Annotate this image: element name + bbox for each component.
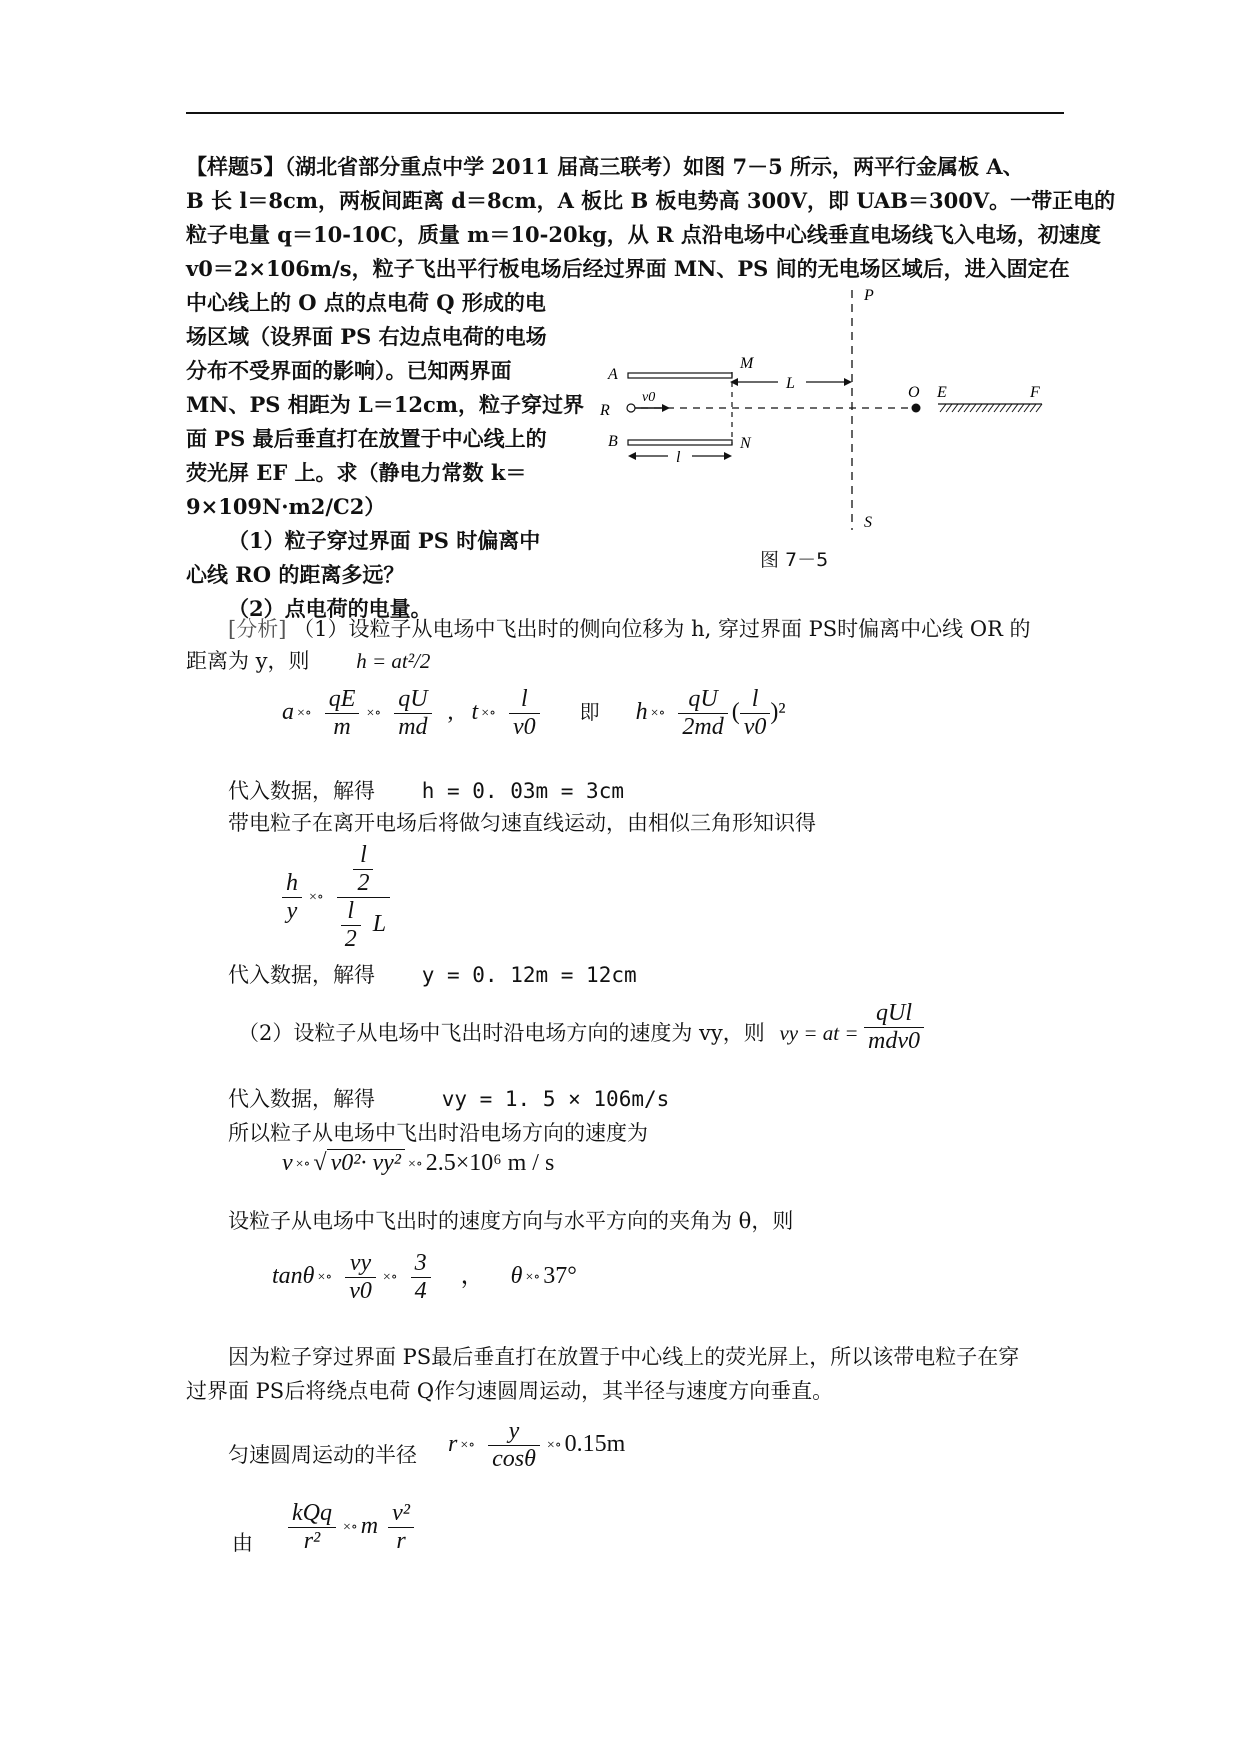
equation-5: tanθ ×∘ $\frac{vy}{v0}$ ×∘ $\frac{3}{4}$ ， θ ×∘ 37° [272,1250,577,1304]
velocity-text: 所以粒子从电场中飞出时沿电场方向的速度为 [228,1121,648,1145]
problem-source: （湖北省部分重点中学 2011 届高三联考） [284,154,684,179]
label-l-small: l [676,449,681,466]
label-b: B [608,433,618,450]
equation-4: v ×∘ √ v0²· vy² ×∘ 2.5×10⁶ m / s [282,1150,555,1176]
equation-3: $\frac{\text{qUl}}{\text{mdv0}}$ [860,1000,928,1055]
problem-left-3: 分布不受界面的影响）。已知两界面 [186,358,512,383]
problem-left-7: 9×109N·m2/C2） [186,494,386,519]
question-1-a: （1）粒子穿过界面 PS 时偏离中 [228,528,541,553]
by-label: 由 [232,1531,253,1555]
label-r: R [600,402,610,419]
problem-line-1 [186,152,1024,182]
label-s: S [864,514,872,531]
plate-b [628,440,732,445]
figure-7-5 [580,280,1080,580]
point-r [627,404,635,412]
label-p: P [864,287,874,304]
problem-line-2: B 长 l＝8cm，两板间距离 d＝8cm，A 板比 B 板电势高 300V，即 UAB＝300V。一带正电的 [186,188,1116,213]
result-h: 代入数据，解得 h = 0. 03m = 3cm [228,779,624,803]
analysis-line-2: 距离为 y，则 h = at²/2 [186,649,431,673]
circular-text-1: 因为粒子穿过界面 PS最后垂直打在放置于中心线上的荧光屏上，所以该带电粒子在穿 [228,1345,1020,1369]
label-v0: v0 [642,390,656,405]
label-n: N [740,435,751,452]
result-y: 代入数据，解得 y = 0. 12m = 12cm [228,963,637,987]
problem-left-5: 面 PS 最后垂直打在放置于中心线上的 [186,426,547,451]
point-o [912,404,921,413]
problem-left-6: 荧光屏 EF 上。求（静电力常数 k＝ [186,460,527,485]
label-a: A [608,366,618,383]
problem-line-3: 粒子电量 q＝10-10C，质量 m＝10-20kg，从 R 点沿电场中心线垂直电场线飞入电场，初速度 [186,222,1101,247]
equation-6: r ×∘ $\frac{y}{\cos\theta}$ ×∘ 0.15m [448,1418,626,1472]
header-rule [186,112,1064,114]
analysis-text-1: （1）设粒子从电场中飞出时的侧向位移为 h, 穿过界面 PS时偏离中心线 OR 的 [293,617,1031,641]
analysis-line-1 [228,614,1031,644]
plate-a [628,373,732,378]
label-l-big: L [786,375,795,392]
problem-line-4: v0＝2×106m/s，粒子飞出平行板电场后经过界面 MN、PS 间的无电场区域后，进入固定在 [186,256,1070,281]
result-vy: 代入数据，解得 vy = 1. 5 × 106m/s [228,1087,670,1111]
label-f: F [1030,384,1040,401]
problem-left-4: MN、PS 相距为 L＝12cm，粒子穿过界 [186,392,585,417]
equation-7: $\frac{\text{kQq}}{\text{r²}}$ ×∘ m $\frac{\text{v²}}{r}$ [284,1500,418,1555]
label-e: E [937,384,947,401]
figure-caption: 图 7－5 [760,549,829,571]
equation-1: a ×∘ $\frac{qE}{m}$ ×∘ $\frac{qU}{md}$ , t ×∘ $\frac{l}{v0}$ 即 h ×∘ $\frac{qU}{2md}$ ( $\frac{l}{v0}$ )² [282,686,786,740]
eq-h-def: h = at²/2 [356,649,431,673]
question-1-b: 心线 RO 的距离多远？ [186,562,405,587]
similar-triangle-text: 带电粒子在离开电场后将做匀速直线运动，由相似三角形知识得 [228,811,816,835]
problem-left-2: 场区域（设界面 PS 右边点电荷的电场 [186,324,547,349]
question-2: （2）点电荷的电量。 [228,596,432,621]
label-o: O [908,384,920,401]
label-m: M [740,355,754,372]
radius-label: 匀速圆周运动的半径 [228,1443,417,1467]
part2-line: （2）设粒子从电场中飞出时沿电场方向的速度为 vy，则 vy = at = [238,1021,859,1045]
problem-text-1: 如图 7－5 所示，两平行金属板 A、 [683,154,1024,179]
problem-heading: 【样题5】 [186,154,285,179]
equation-2: $\frac{h}{y}$ ×∘ $\frac{l}{2}$ $\frac{l}{2}$ L [278,842,394,953]
angle-text: 设粒子从电场中飞出时的速度方向与水平方向的夹角为 θ，则 [228,1209,794,1233]
circular-text-2: 过界面 PS后将绕点电荷 Q作匀速圆周运动，其半径与速度方向垂直。 [186,1379,834,1403]
analysis-label: [分析] [228,617,287,641]
problem-left-1: 中心线上的 O 点的点电荷 Q 形成的电 [186,290,546,315]
